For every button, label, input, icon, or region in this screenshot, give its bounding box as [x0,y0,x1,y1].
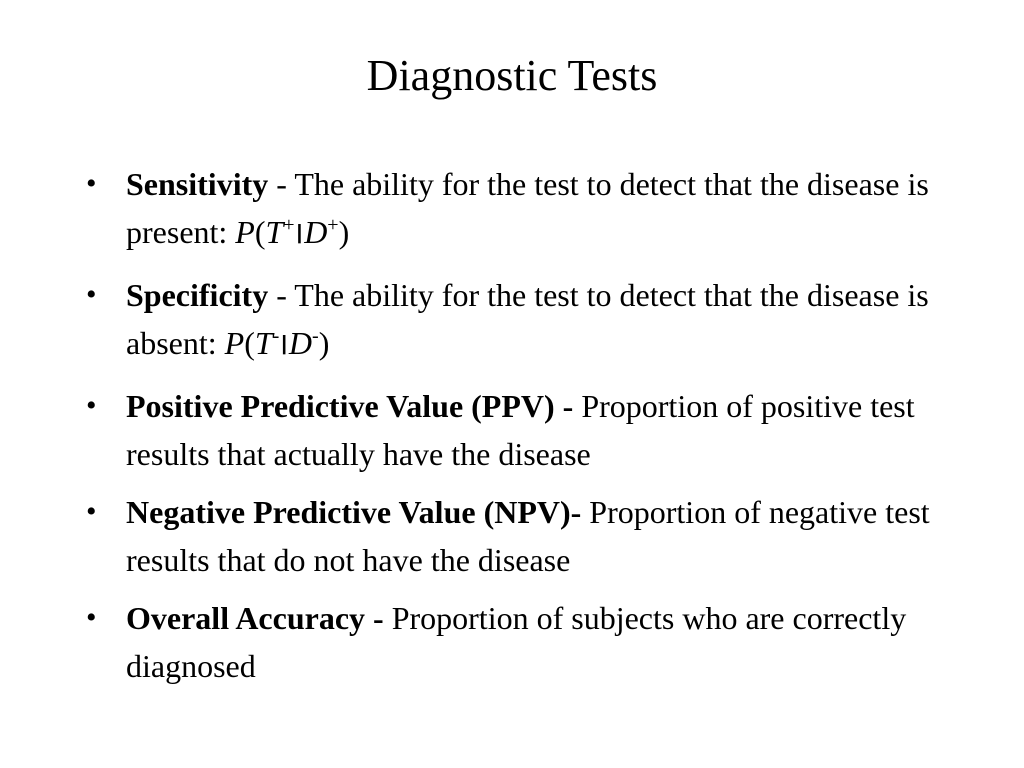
formula-close-paren: ) [318,325,330,361]
term-ppv: Positive Predictive Value (PPV) - [126,388,574,424]
bullet-specificity [84,271,944,372]
formula-d: D [288,325,313,361]
definition-ppv: Proportion of positive test results that actually have the disease [126,388,915,472]
formula-open-paren: ( [244,325,255,361]
bullet-dot-icon: • [86,167,97,200]
formula-t-superscript: - [272,325,280,347]
slide-title: Diagnostic Tests [366,51,658,100]
formula-t: T [254,325,273,361]
bullet-dot-icon: • [86,495,97,528]
formula-d-superscript: + [327,214,339,236]
formula-p: P [235,214,255,250]
term-npv: Negative Predictive Value (NPV)- [126,494,582,530]
definition-overall-accuracy: Proportion of subjects who are correctly diagnosed [126,600,907,684]
formula-d-superscript: - [312,325,319,347]
bullet-ppv [84,382,944,478]
definition-specificity: - The ability for the test to detect that the disease is absent: [126,277,929,361]
bullet-sensitivity [84,160,944,261]
formula-given-bar: | [281,333,287,355]
definition-sensitivity: - The ability for the test to detect that the disease is present: [126,166,929,250]
term-sensitivity: Sensitivity [126,166,269,202]
formula-t-superscript: + [283,214,295,236]
term-overall-accuracy: Overall Accuracy - [126,600,384,636]
bullet-dot-icon: • [86,389,97,422]
formula-sensitivity [235,214,349,250]
formula-open-paren: ( [254,214,266,250]
formula-given-bar: | [296,222,303,244]
bullet-dot-icon: • [86,278,97,311]
definition-npv: Proportion of negative test results that do not have the disease [126,494,930,578]
bullet-list [84,160,944,700]
formula-close-paren: ) [338,214,350,250]
formula-d: D [304,214,328,250]
bullet-overall-accuracy [84,594,944,690]
formula-specificity [225,325,330,361]
bullet-npv [84,488,944,584]
term-specificity: Specificity [126,277,269,313]
formula-p: P [224,325,245,361]
bullet-dot-icon: • [86,601,97,634]
formula-t: T [265,214,284,250]
